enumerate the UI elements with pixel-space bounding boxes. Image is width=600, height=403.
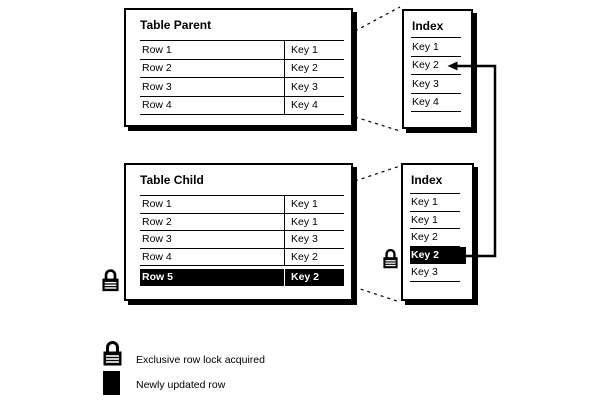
table-row: [140, 249, 344, 267]
key-cell: Key 1: [284, 41, 344, 59]
parent-index-list: [411, 37, 461, 112]
key-cell: Key 3: [284, 78, 344, 96]
index-entry: Key 1: [410, 194, 460, 212]
row-cell: Row 1: [142, 198, 172, 210]
table-row: [140, 196, 344, 214]
index-entry: Key 4: [411, 94, 461, 113]
dashed-line: [355, 166, 400, 181]
dashed-line: [354, 287, 400, 302]
dashed-line: [355, 7, 400, 31]
updated-row-swatch: [103, 371, 120, 395]
child-index-list: [410, 193, 460, 282]
key-cell: Key 1: [284, 196, 344, 213]
table-child-title: Table Child: [140, 173, 204, 187]
index-entry: Key 2: [411, 57, 461, 76]
index-entry: Key 1: [411, 38, 461, 57]
key-cell: Key 1: [284, 214, 344, 231]
table-row: [140, 214, 344, 232]
table-row: [140, 97, 344, 116]
key-cell: Key 4: [284, 97, 344, 115]
parent-index-box: [402, 9, 473, 129]
key-cell: Key 2: [284, 249, 344, 266]
key-cell: Key 2: [284, 269, 344, 286]
lock-icon: [102, 267, 119, 292]
index-entry: Key 1: [410, 212, 460, 230]
table-child-box: [124, 163, 353, 301]
key-cell: Key 3: [284, 231, 344, 248]
index-entry: Key 2: [410, 229, 460, 247]
table-child-grid: [140, 195, 344, 286]
index-entry: Key 3: [410, 264, 460, 282]
table-row: [140, 41, 344, 60]
child-index-box: [401, 163, 474, 301]
row-cell: Row 2: [142, 215, 172, 228]
dashed-line: [355, 117, 400, 131]
legend-label-updated-row: Newly updated row: [136, 379, 226, 391]
row-cell: Row 3: [142, 80, 172, 93]
table-parent-box: [124, 8, 353, 127]
parent-index-title: Index: [412, 19, 444, 33]
child-index-title: Index: [411, 173, 443, 187]
row-cell: Row 2: [142, 62, 172, 74]
row-cell: Row 5: [142, 271, 173, 283]
lock-icon: [383, 247, 398, 269]
index-entry: Key 3: [411, 75, 461, 94]
key-cell: Key 2: [284, 60, 344, 78]
lock-icon: [103, 339, 122, 366]
row-cell: Row 4: [142, 99, 172, 111]
table-row: [140, 60, 344, 79]
table-row: [140, 231, 344, 249]
row-cell: Row 4: [142, 250, 172, 263]
row-cell: Row 3: [142, 233, 172, 245]
table-parent-grid: [140, 40, 344, 115]
table-row-highlighted-newly-updated: [140, 269, 344, 286]
index-entry-highlighted-newly-updated: Key 2: [410, 247, 466, 265]
table-row: [140, 78, 344, 97]
legend-label-lock: Exclusive row lock acquired: [136, 354, 265, 366]
table-parent-title: Table Parent: [140, 18, 212, 32]
row-cell: Row 1: [142, 43, 172, 56]
